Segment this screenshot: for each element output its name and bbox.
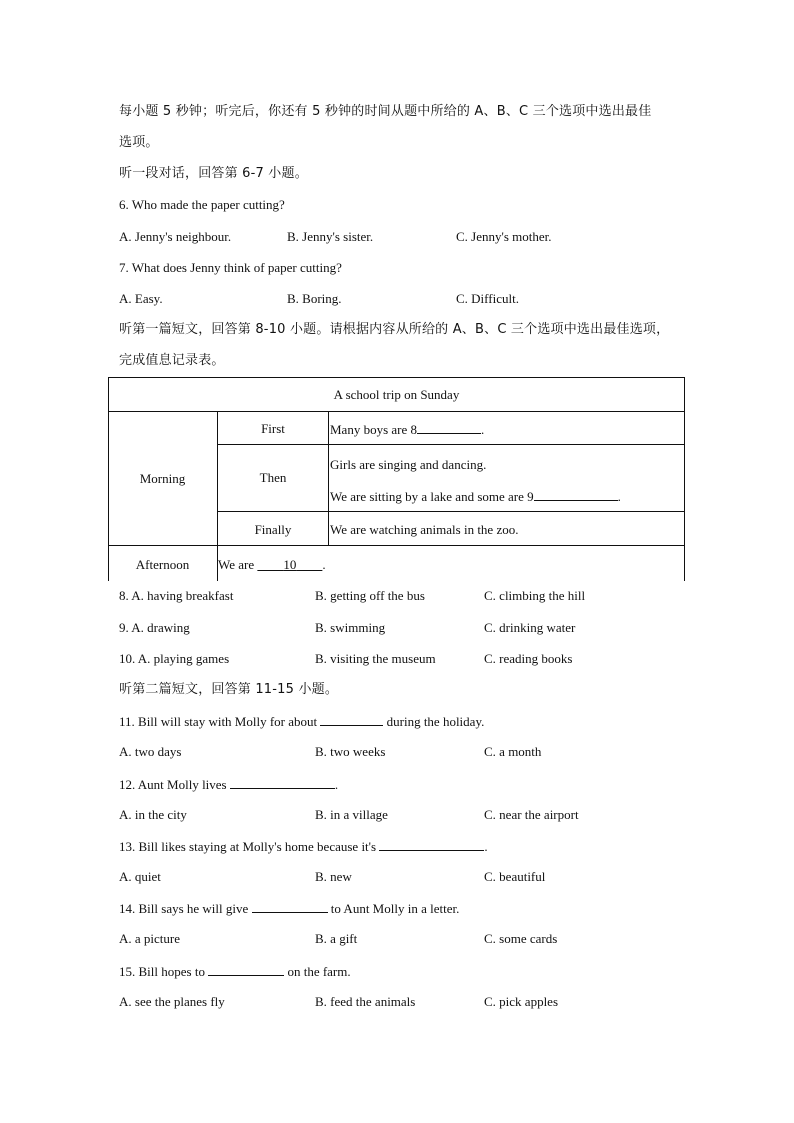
q12-post: . (334, 777, 339, 792)
q6-option-a: A. Jenny's neighbour. (119, 229, 232, 244)
q10-option-b: B. visiting the museum (315, 651, 436, 666)
question-14 (119, 900, 459, 917)
q14-option-b: B. a gift (315, 931, 358, 946)
question-6: 6. Who made the paper cutting? (119, 197, 285, 212)
row-finally: Finally (254, 522, 292, 537)
first-text: Many boys are 8 . (330, 422, 485, 437)
row-morning: Morning (139, 471, 186, 486)
then-text-1: Girls are singing and dancing. (330, 457, 487, 472)
q13-option-a: A. quiet (119, 869, 161, 884)
row-first: First (261, 421, 285, 436)
q8-option-b: B. getting off the bus (315, 588, 425, 603)
q12-blank (230, 776, 335, 789)
q14-post: to Aunt Molly in a letter. (327, 901, 460, 916)
question-12 (119, 776, 338, 793)
q9-option-c: C. drinking water (484, 620, 576, 635)
row-then: Then (259, 470, 287, 485)
q15-option-a: A. see the planes fly (119, 994, 225, 1009)
question-11 (119, 713, 484, 730)
first-text-label: Many boys are 8 (330, 422, 418, 437)
q6-option-b: B. Jenny's sister. (287, 229, 374, 244)
q14-pre: 14. Bill says he will give (119, 901, 252, 916)
q7-option-c: C. Difficult. (456, 291, 519, 306)
q8-option-c: C. climbing the hill (484, 588, 586, 603)
q11-option-c: C. a month (484, 744, 542, 759)
q7-option-b: B. Boring. (287, 291, 342, 306)
q15-option-b: B. feed the animals (315, 994, 416, 1009)
info-table (108, 377, 685, 581)
q12-pre: 12. Aunt Molly lives (119, 777, 230, 792)
finally-text: We are watching animals in the zoo. (330, 522, 519, 537)
q12-option-a: A. in the city (119, 807, 187, 822)
then-text-2-label: We are sitting by a lake and some are 9 (330, 489, 534, 504)
intro-line-1: 每小题 5 秒钟；听完后，你还有 5 秒钟的时间从题中所给的 A、B、C 三个选项中选出最佳 (119, 104, 652, 119)
q13-post: . (484, 839, 488, 854)
q10-option-c: C. reading books (484, 651, 573, 666)
row-afternoon: Afternoon (135, 557, 190, 572)
section2-instruction-1: 听第一篇短文，回答第 8-10 小题。请根据内容从所给的 A、B、C 三个选项中选出最佳选项， (119, 322, 670, 337)
then-text-2: We are sitting by a lake and some are 9 . (330, 489, 621, 504)
q15-blank (208, 963, 284, 976)
q6-option-c: C. Jenny's mother. (456, 229, 552, 244)
q14-blank (252, 900, 328, 913)
q11-pre: 11. Bill will stay with Molly for about (119, 714, 321, 729)
q9-option-b: B. swimming (315, 620, 386, 635)
question-15 (119, 963, 351, 980)
section3-instruction: 听第二篇短文，回答第 11-15 小题。 (119, 682, 339, 697)
question-13 (119, 838, 488, 855)
table-title: A school trip on Sunday (333, 387, 460, 402)
blank-8 (417, 421, 481, 434)
q14-option-c: C. some cards (484, 931, 558, 946)
q13-blank (379, 838, 484, 851)
q12-option-c: C. near the airport (484, 807, 579, 822)
section2-instruction-2: 完成值息记录表。 (119, 353, 225, 368)
q15-pre: 15. Bill hopes to (119, 964, 209, 979)
q14-option-a: A. a picture (119, 931, 181, 946)
q13-option-c: C. beautiful (484, 869, 546, 884)
q15-post: on the farm. (284, 964, 351, 979)
afternoon-text-pre: We are (218, 557, 258, 572)
question-7: 7. What does Jenny think of paper cutting? (119, 260, 342, 275)
afternoon-text-post: . (322, 557, 326, 572)
q8-option-a: 8. A. having breakfast (119, 588, 234, 603)
section1-instruction: 听一段对话，回答第 6-7 小题。 (119, 166, 308, 181)
q7-option-a: A. Easy. (119, 291, 163, 306)
afternoon-text (218, 557, 326, 573)
q10-option-a: 10. A. playing games (119, 651, 230, 666)
blank-10: 10 (283, 557, 297, 572)
intro-line-2: 选项。 (119, 135, 159, 150)
q11-option-a: A. two days (119, 744, 182, 759)
q11-option-b: B. two weeks (315, 744, 386, 759)
q13-pre: 13. Bill likes staying at Molly's home because it's (119, 839, 380, 854)
q9-option-a: 9. A. drawing (119, 620, 190, 635)
q15-option-c: C. pick apples (484, 994, 559, 1009)
q13-option-b: B. new (315, 869, 352, 884)
blank-9 (534, 488, 618, 501)
q12-option-b: B. in a village (315, 807, 388, 822)
q11-blank (320, 713, 383, 726)
q11-post: during the holiday. (383, 714, 485, 729)
